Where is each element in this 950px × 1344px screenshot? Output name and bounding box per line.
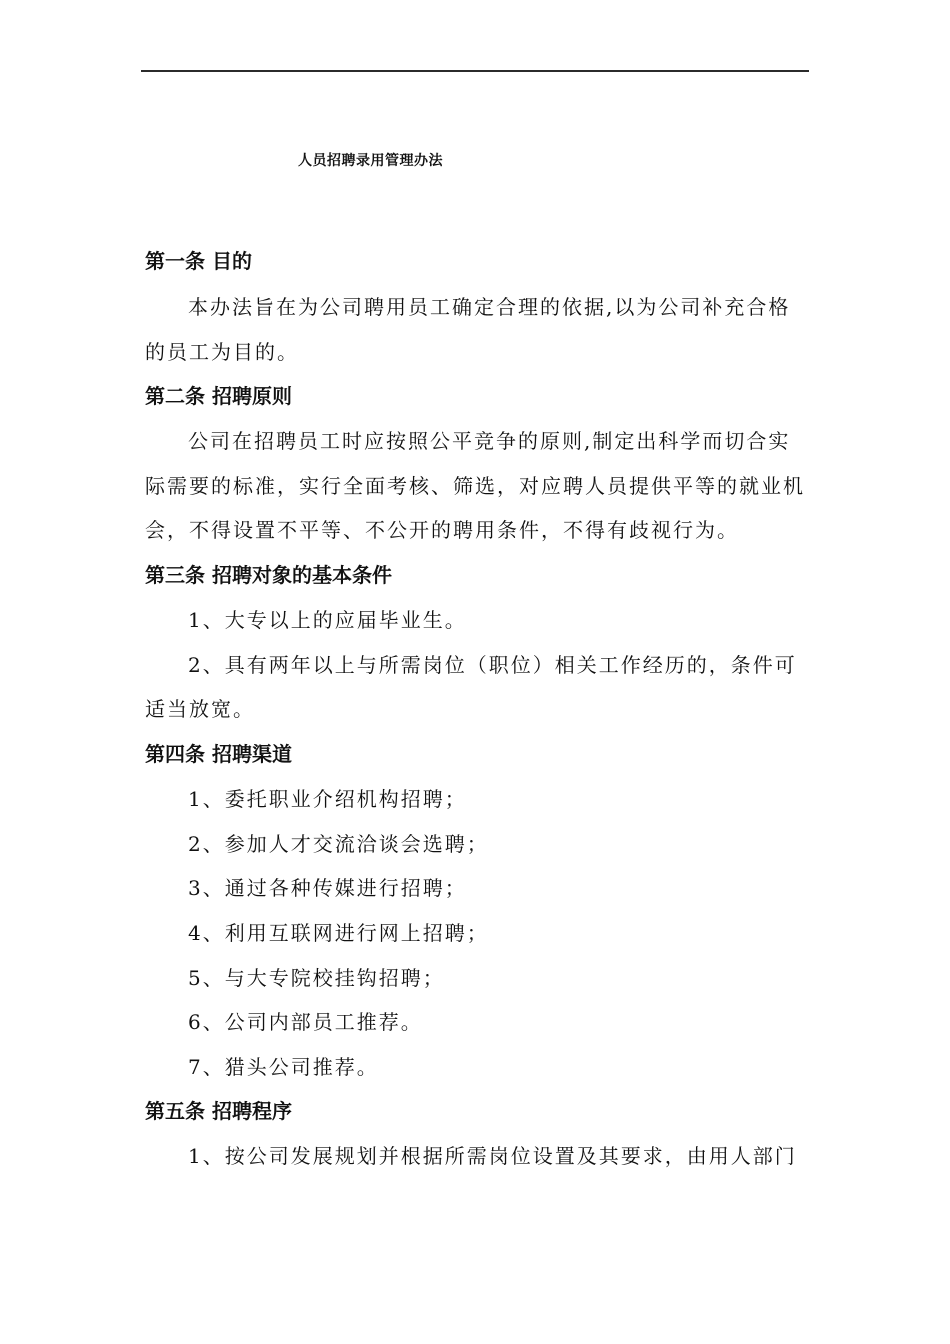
section-4-line-2: 2、参加人才交流洽谈会选聘； xyxy=(188,832,489,856)
section-5-heading: 第五条 招聘程序 xyxy=(145,1099,292,1123)
header-rule xyxy=(141,70,809,72)
section-2-heading: 第二条 招聘原则 xyxy=(145,384,292,408)
section-4-line-3: 3、通过各种传媒进行招聘； xyxy=(188,876,467,900)
section-2-line-2: 际需要的标准，实行全面考核、筛选，对应聘人员提供平等的就业机 xyxy=(145,474,805,498)
section-4-line-4: 4、利用互联网进行网上招聘； xyxy=(188,921,489,945)
section-4-line-5: 5、与大专院校挂钩招聘； xyxy=(188,966,445,990)
section-2-line-1: 公司在招聘员工时应按照公平竞争的原则,制定出科学而切合实 xyxy=(188,429,791,453)
section-1-line-2: 的员工为目的。 xyxy=(145,340,299,364)
document-title: 人员招聘录用管理办法 xyxy=(298,153,443,169)
section-4-line-7: 7、猎头公司推荐。 xyxy=(188,1055,379,1079)
section-3-heading: 第三条 招聘对象的基本条件 xyxy=(145,563,392,587)
section-2-line-3: 会，不得设置不平等、不公开的聘用条件，不得有歧视行为。 xyxy=(145,518,739,542)
section-4-heading: 第四条 招聘渠道 xyxy=(145,742,292,766)
section-3-line-3: 适当放宽。 xyxy=(145,697,255,721)
section-4-line-1: 1、委托职业介绍机构招聘； xyxy=(188,787,467,811)
section-3-line-2: 2、具有两年以上与所需岗位（职位）相关工作经历的，条件可 xyxy=(188,653,797,677)
section-3-line-1: 1、大专以上的应届毕业生。 xyxy=(188,608,467,632)
section-5-line-1: 1、按公司发展规划并根据所需岗位设置及其要求，由用人部门 xyxy=(188,1144,797,1168)
section-1-line-1: 本办法旨在为公司聘用员工确定合理的依据,以为公司补充合格 xyxy=(188,295,791,319)
section-1-heading: 第一条 目的 xyxy=(145,249,252,273)
section-4-line-6: 6、公司内部员工推荐。 xyxy=(188,1010,423,1034)
